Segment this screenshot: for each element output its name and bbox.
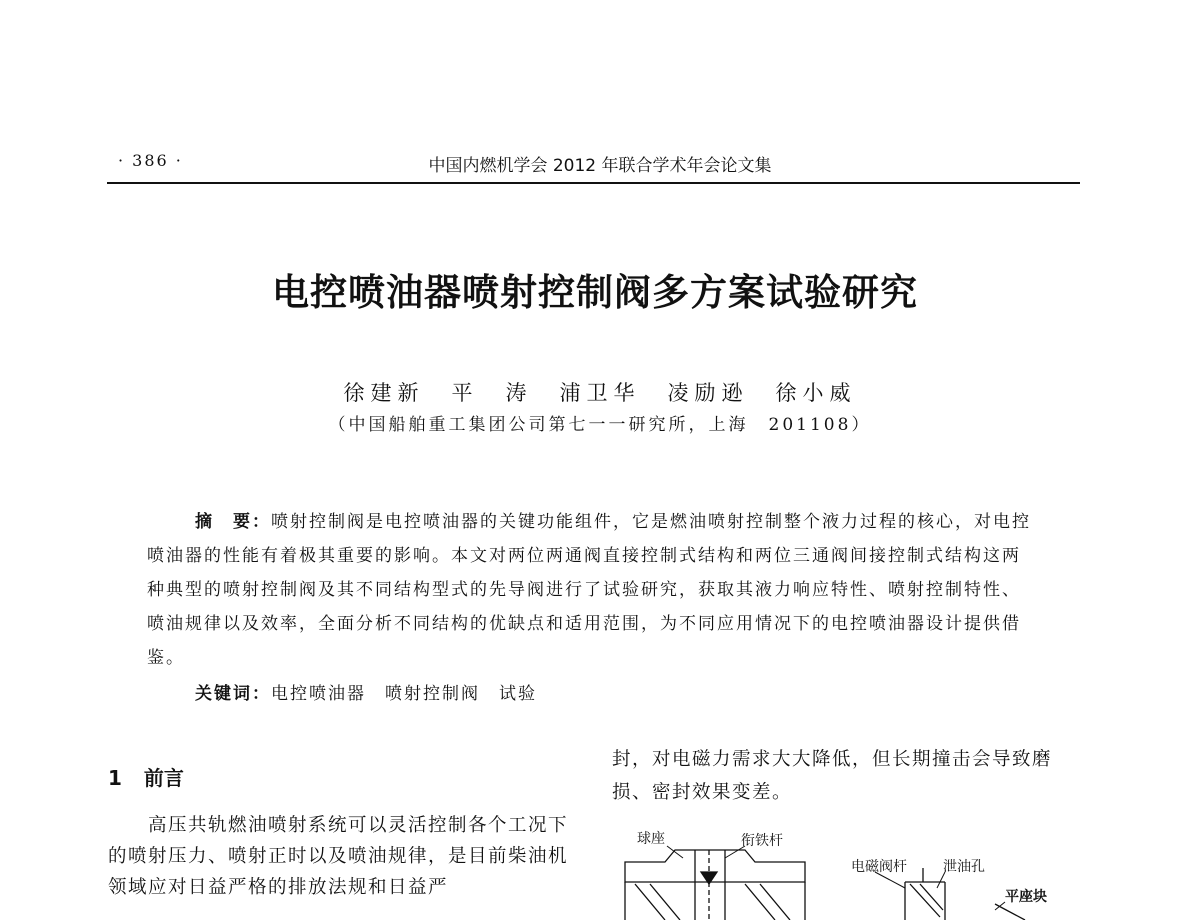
section-number: 1 bbox=[108, 766, 122, 790]
abstract-text: 喷射控制阀是电控喷油器的关键功能组件，它是燃油喷射控制整个液力过程的核心，对电控喷油器的性能有着极其重要的影响。本文对两位两通阀直接控制式结构和两位三通阀间接控制式结构这两种典型的喷射控制阀及其不同结构型式的先导阀进行了试验研究，获取其液力响应特性、喷射控制特性、喷油规律以及效率，全面分析不同结构的优缺点和适用范围，为不同应用情况下的电控喷油器设计提供借鉴。 bbox=[147, 512, 1031, 668]
abstract bbox=[147, 505, 1034, 711]
page-number: · 386 · bbox=[118, 151, 183, 170]
label-armature-rod: 衔铁杆 bbox=[741, 833, 783, 849]
label-drain-hole: 泄油孔 bbox=[943, 859, 985, 875]
label-solenoid-rod: 电磁阀杆 bbox=[851, 859, 907, 875]
authors: 徐建新 平 涛 浦卫华 凌励逊 徐小威 bbox=[343, 381, 857, 405]
abstract-label: 摘 要 bbox=[195, 512, 252, 532]
right-column-paragraph: 封，对电磁力需求大大降低，但长期撞击会导致磨损、密封效果变差。 bbox=[612, 749, 1053, 803]
journal-header: 中国内燃机学会 2012 年联合学术年会论文集 bbox=[428, 156, 772, 176]
keywords-text: 电控喷油器 喷射控制阀 试验 bbox=[271, 684, 537, 704]
right-column-body bbox=[612, 743, 1082, 809]
section-heading bbox=[108, 762, 184, 791]
valve-figure bbox=[605, 822, 1085, 920]
keywords-label: 关键词 bbox=[195, 684, 252, 704]
intro-paragraph: 高压共轨燃油喷射系统可以灵活控制各个工况下的喷射压力、喷射正时以及喷油规律，是目前柴油机领域应对日益严格的排放法规和日益严 bbox=[108, 815, 569, 898]
left-column-body bbox=[108, 810, 578, 903]
keywords: 关键词：电控喷油器 喷射控制阀 试验 bbox=[195, 684, 537, 704]
affiliation: （中国船舶重工集团公司第七一一研究所，上海 201108） bbox=[328, 415, 872, 435]
header-rule bbox=[107, 182, 1080, 184]
abstract-paragraph: 摘 要：喷射控制阀是电控喷油器的关键功能组件，它是燃油喷射控制整个液力过程的核心，对电控喷油器的性能有着极其重要的影响。本文对两位两通阀直接控制式结构和两位三通阀间接控制式结构这两种典型的喷射控制阀及其不同结构型式的先导阀进行了试验研究，获取其液力响应特性、喷射控制特性、喷油规律以及效率，全面分析不同结构的优缺点和适用范围，为不同应用情况下的电控喷油器设计提供借鉴。 bbox=[147, 512, 1031, 668]
paper-title: 电控喷油器喷射控制阀多方案试验研究 bbox=[272, 271, 918, 314]
label-ball-seat: 球座 bbox=[637, 831, 665, 847]
label-flat-seat: 平座块 bbox=[1005, 889, 1047, 905]
section-title: 前言 bbox=[143, 766, 184, 790]
